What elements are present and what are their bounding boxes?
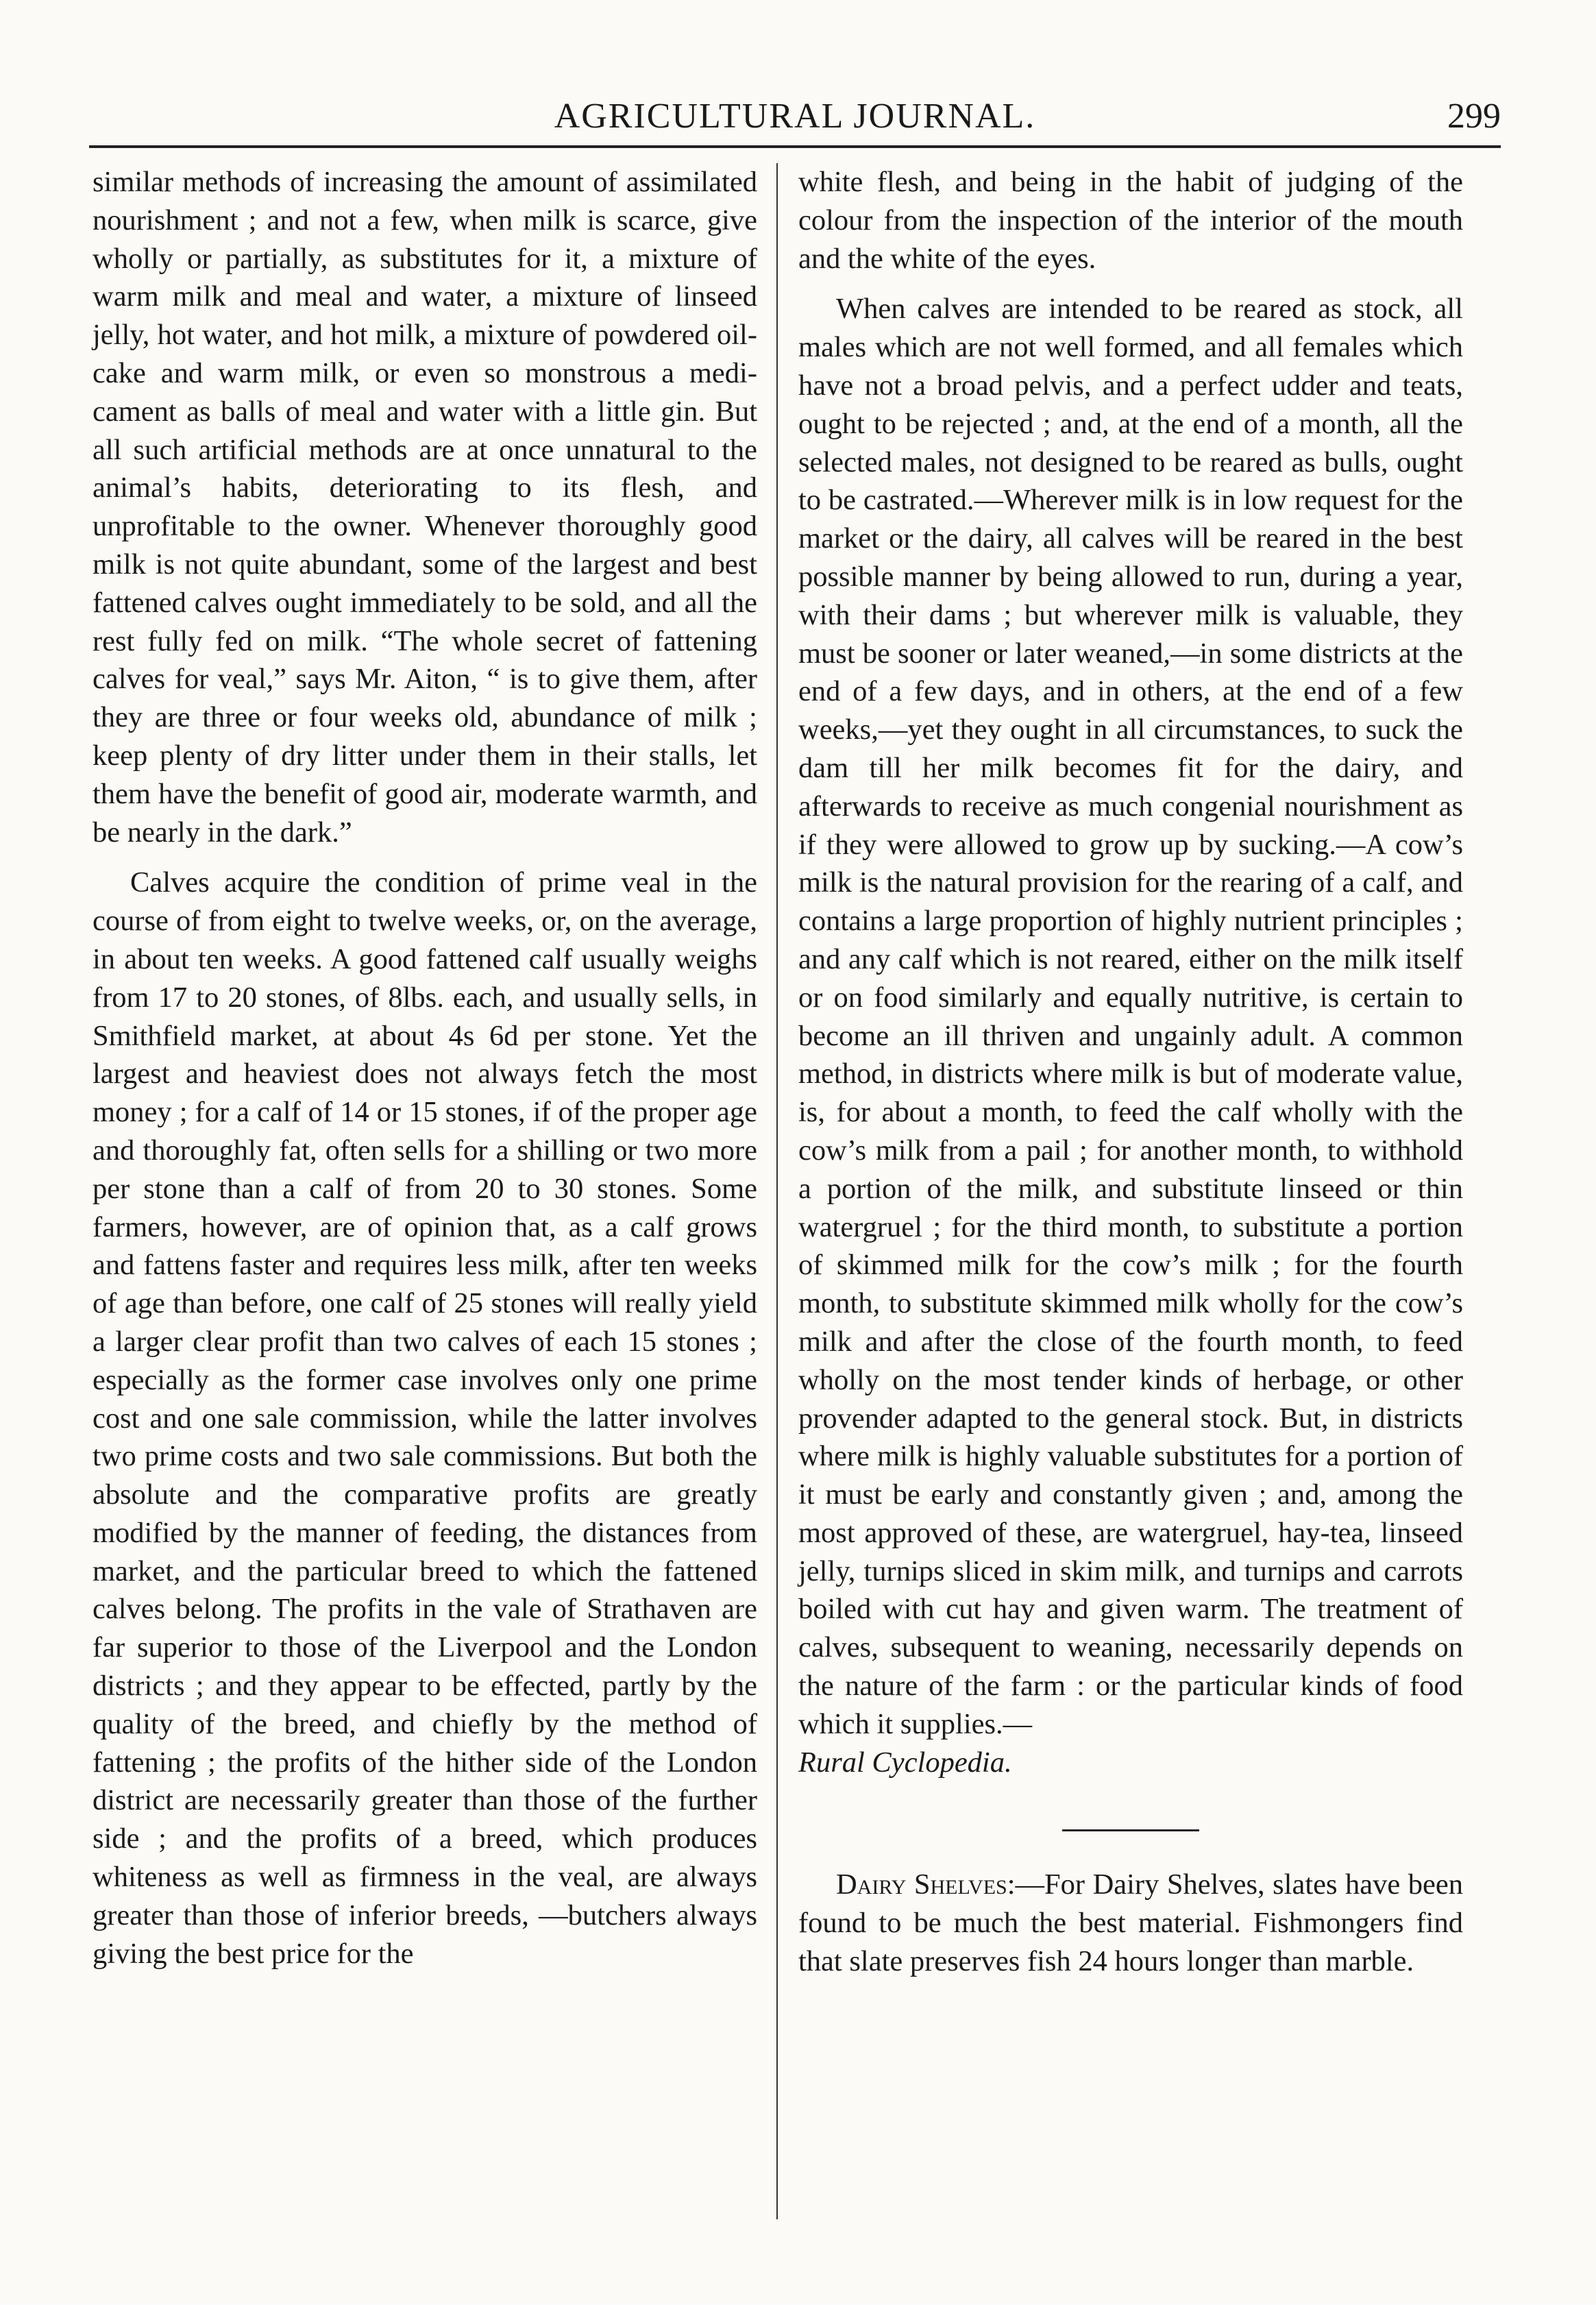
right-paragraph-2: When calves are intended to be reared as stock, all males which are not well formed, and all females which have not a broad pelvis, and a perfect udder and teats, ought to be rejected ; and, at the end of a month, all the selected males, not designed to be reared as bulls, ought to be castrated.—Wherever milk is in low request for the market or the dairy, all calves will be reared in the best possible manner by being allowed to run, during a year, with their dams ; but wherever milk is valuable, they must be sooner or later weaned,—in some districts at the end of a few days, and in others, at the end of a few weeks,—yet they ought in all circumstances, to suck the dam till her milk becomes fit for the dairy, and afterwards to receive as much congenial nourishment as if they were allowed to grow up by sucking.—A cow’s milk is the natural provision for the rearing of a calf, and contains a large proportion of highly nutrient principles ; and any calf which is not reared, either on the milk itself or on food similarly and equally nutritive, is certain to become an ill thriven and ungainly adult. A common method, in districts where milk is but of moderate value, is, for about a month, to feed the calf wholly with the cow’s milk from a pail ; for another month, to withhold a portion of the milk, and substitute linseed or thin watergruel ; for the third month, to substitute a portion of skimmed milk for the cow’s milk ; for the fourth month, to substitute skimmed milk wholly for the cow’s milk and after the close of the fourth month, to feed wholly on the most tender kinds of herbage, or other provender adapted to the general stock. But, in districts where milk is highly valuable substitutes for a portion of it must be early and constantly given ; and, among the most approved of these, are watergruel, hay-tea, linseed jelly, turnips sliced in skim milk, and turnips and carrots boiled with cut hay and given warm. The treatment of calves, subsequent to weaning, necessarily depends on the nature of the farm : or the particular kinds of food which it supplies.— <box>798 293 1463 1740</box>
dairy-shelves-heading: Dairy Shelves: <box>836 1868 1016 1901</box>
running-title: AGRICULTURAL JOURNAL. <box>554 97 1036 136</box>
left-paragraph-1: similar methods of increasing the amount of assimilated nourishment ; and not a few, when milk is scarce, give wholly or partially, as substitutes for it, a mixture of warm milk and meal and water, a mixture of linseed jelly, hot water, and hot milk, a mixture of powdered oil-cake and warm milk, or even so monstrous a medicament as balls of meal and water with a little gin. But all such artificial methods are at once unnatural to the animal’s habits, deteriorating to its flesh, and unprofitable to the owner. Whenever thoroughly good milk is not quite abundant, some of the largest and best fattened calves ought immediately to be sold, and all the rest fully fed on milk. “The whole secret of fattening calves for veal,” says Mr. Aiton, “ is to give them, after they are three or four weeks old, abundance of milk ; keep plenty of dry litter under them in their stalls, let them have the benefit of good air, moderate warmth, and be nearly in the dark.” <box>93 166 757 849</box>
left-paragraph-2: Calves acquire the condition of prime veal in the course of from eight to twelve weeks, or, on the average, in about ten weeks. A good fattened calf usually weighs from 17 to 20 stones, of 8lbs. each, and usually sells, in Smithfield market, at about 4s 6d per stone. Yet the largest and heaviest does not always fetch the most money ; for a calf of 14 or 15 stones, if of the proper age and thoroughly fat, often sells for a shilling or two more per stone than a calf of from 20 to 30 stones. Some farmers, however, are of opinion that, as a calf grows and fattens faster and requires less milk, after ten weeks of age than before, one calf of 25 stones will really yield a larger clear profit than two calves of each 15 stones ; especially as the former case involves only one prime cost and one sale commission, while the latter involves two prime costs and two sale commissions. But both the absolute and the comparative profits are greatly modified by the manner of feeding, the distances from market, and the particular breed to which the fattened calves belong. The profits in the vale of Strathaven are far superior to those of the Liverpool and the London districts ; and they appear to be effected, partly by the quality of the breed, and chiefly by the method of fattening ; the profits of the hither side of the London district are necessarily greater than those of the further side ; and the profits of a breed, which produces whiteness as well as firmness in the veal, are always greater than those of inferior breeds, —butchers always giving the best price for the <box>93 866 757 1970</box>
page-number: 299 <box>1447 97 1501 136</box>
column-divider <box>776 163 778 2219</box>
citation: Rural Cyclopedia. <box>798 1746 1012 1779</box>
right-paragraph-1: white flesh, and being in the habit of judging of the colour from the inspection of the interior of the mouth and the white of the eyes. <box>798 166 1463 275</box>
dairy-shelves-paragraph <box>798 1866 1463 1980</box>
right-column <box>798 163 1463 1981</box>
header-rule <box>89 145 1501 148</box>
page-header <box>89 89 1501 144</box>
section-separator <box>1062 1829 1199 1831</box>
left-column <box>93 163 757 1973</box>
dairy-shelves-text: —For Dairy Shelves, slates have been found to be much the best material. Fishmongers find that slate preserves fish 24 hours longer than marble. <box>798 1868 1463 1978</box>
